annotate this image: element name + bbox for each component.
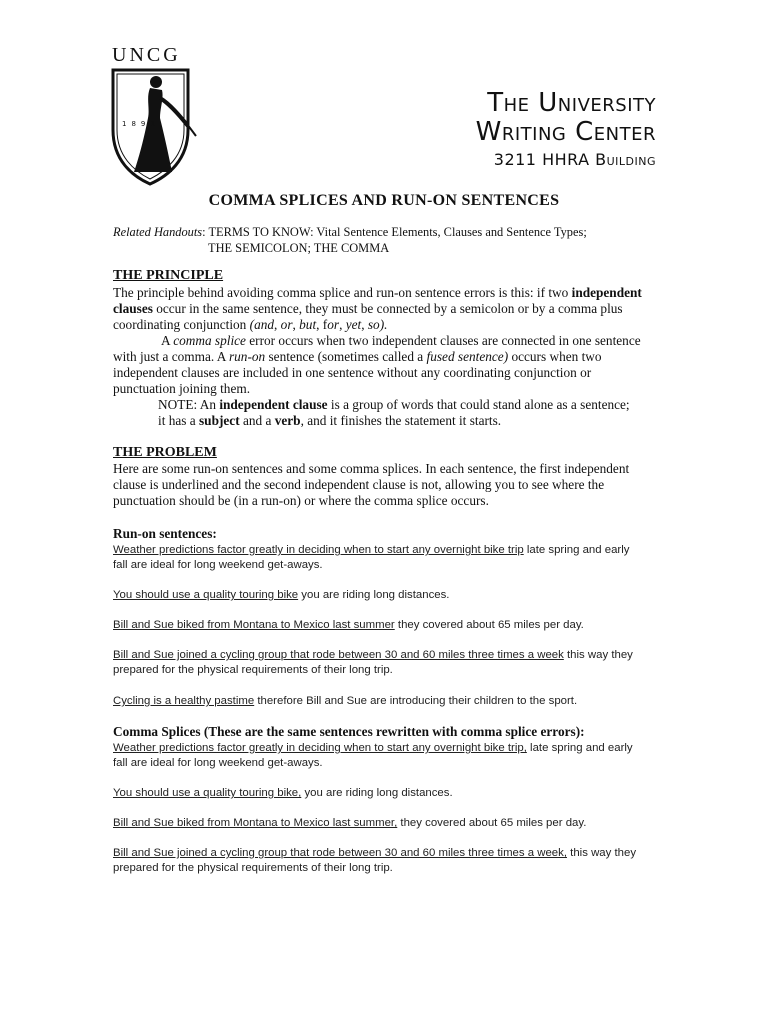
document-title: COMMA SPLICES AND RUN-ON SENTENCES <box>208 192 560 209</box>
runon-heading: Run-on sentences: <box>113 526 217 541</box>
splice-example-3: Bill and Sue biked from Montana to Mexico last summer, they covered about 65 miles per day. <box>113 817 587 829</box>
center-title-line2: Writing Center <box>475 117 656 147</box>
principle-text <box>113 285 656 429</box>
problem-heading: THE PROBLEM <box>113 445 217 460</box>
principle-paragraph-1: The principle behind avoiding comma splice and run-on sentence errors is this: if two independent clauses occur in the same sentence, they must be connected by a semicolon or by a comma plus coordinating conjunction (and, or, but, for, yet, so). <box>113 285 642 332</box>
uncg-shield-logo <box>110 68 198 186</box>
related-line2: THE SEMICOLON; THE COMMA <box>208 241 390 255</box>
principle-paragraph-2: A comma splice error occurs when two independent clauses are connected in one sentence with just a comma. A run-on sentence (sometimes called a fused sentence) occurs when two independent clauses are included in one sentence without any coordinating conjunction or punctuation joining them. <box>113 333 641 396</box>
seal-digits: 1891 <box>122 120 160 128</box>
center-address: 3211 HHRA Building <box>493 150 656 169</box>
runon-example-1: Weather predictions factor greatly in deciding when to start any overnight bike trip late spring and early fall are ideal for long weekend get-aways. <box>113 544 630 571</box>
splice-example-2: You should use a quality touring bike, you are riding long distances. <box>113 787 453 799</box>
splice-example-1: Weather predictions factor greatly in deciding when to start any overnight bike trip, late spring and early fall are ideal for long weekend get-aways. <box>113 742 633 769</box>
uncg-logo-text: UNCG <box>112 44 181 66</box>
center-title-line1: The University <box>487 88 656 118</box>
runon-example-2: You should use a quality touring bike you are riding long distances. <box>113 589 450 601</box>
related-line1: : TERMS TO KNOW: Vital Sentence Elements, Clauses and Sentence Types; <box>202 225 587 239</box>
principle-note: NOTE: An independent clause is a group of words that could stand alone as a sentence; it has a subject and a verb, and it finishes the statement it starts. <box>158 397 630 428</box>
problem-text: Here are some run-on sentences and some comma splices. In each sentence, the first independent clause is underlined and the second independent clause is not, allowing you to see where the punctuation should be (in a run-on) or where the comma splice occurs. <box>113 461 630 508</box>
related-label: Related Handouts <box>113 225 203 239</box>
splice-heading: Comma Splices (These are the same sentences rewritten with comma splice errors): <box>113 724 585 739</box>
splice-example-4: Bill and Sue joined a cycling group that rode between 30 and 60 miles three times a week, this way they prepared for the physical requirements of their long trip. <box>113 847 637 874</box>
principle-heading: THE PRINCIPLE <box>113 268 224 283</box>
related-handouts <box>113 224 587 256</box>
runon-example-5: Cycling is a healthy pastime therefore Bill and Sue are introducing their children to the sport. <box>113 695 578 707</box>
runon-example-3: Bill and Sue biked from Montana to Mexico last summer they covered about 65 miles per day. <box>113 619 584 631</box>
runon-example-4: Bill and Sue joined a cycling group that rode between 30 and 60 miles three times a week this way they prepared for the physical requirements of their long trip. <box>113 649 633 676</box>
